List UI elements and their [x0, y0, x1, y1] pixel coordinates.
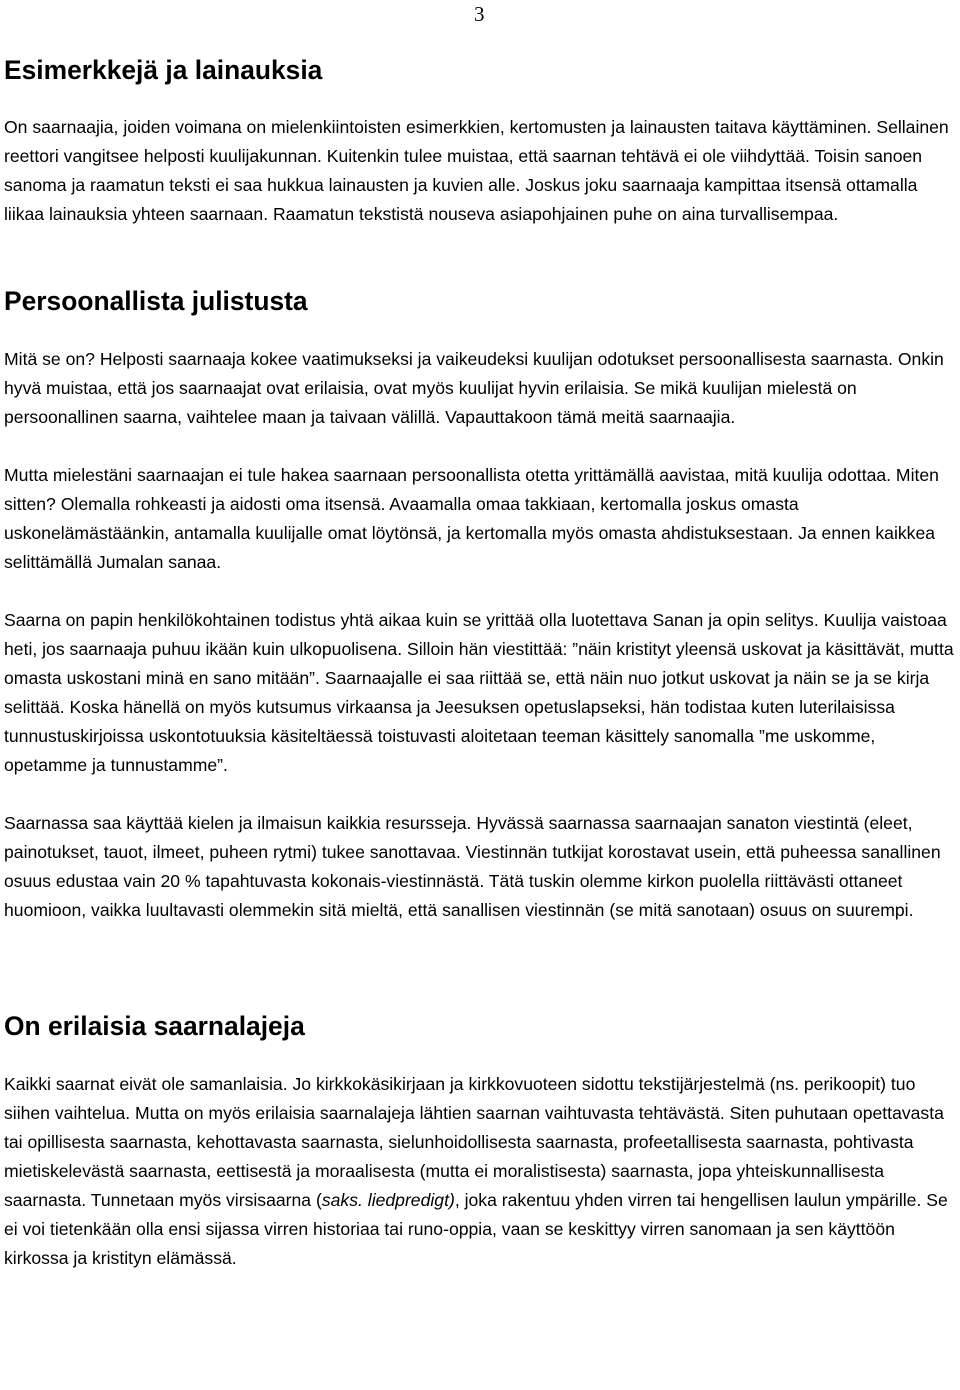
paragraph: On saarnaajia, joiden voimana on mielenkiintoisten esimerkkien, kertomusten ja lainausten taitava käyttäminen. Sellainen reettori vangitsee helposti kuulijakunnan. Kuitenkin tulee muistaa, että saarnan tehtävä ei ole viihdyttää. Toisin sanoen sanoma ja raamatun teksti ei saa hukkua lainausten ja kuvien alle. Joskus joku saarnaaja kampittaa itsensä ottamalla liikaa lainauksia yhteen saarnaan. Raamatun tekstistä nouseva asiapohjainen puhe on aina turvallisempaa.: [4, 117, 949, 224]
paragraph: Saarna on papin henkilökohtainen todistus yhtä aikaa kuin se yrittää olla luotettava Sanan ja opin selitys. Kuulija vaistoaa heti, jos saarnaaja puhuu ikään kuin ulkopuolisena. Silloin hän viestittää: ”näin kristityt yleensä uskovat ja käsittävät, mutta omasta uskostani minä en sano mitään”. Saarnaajalle ei saa riittää se, että näin nuo jotkut uskovat ja näin se ja se kirja selittää. Koska hänellä on myös kutsumus virkaansa ja Jeesuksen opetuslapseksi, hän todistaa kuten luterilaisissa tunnustuskirjoissa uskontotuuksia käsiteltäessä toistuvasti aloitetaan teeman käsittely sanomalla ”me uskomme, opetamme ja tunnustamme”.: [4, 610, 954, 775]
paragraph: Saarnassa saa käyttää kielen ja ilmaisun kaikkia resursseja. Hyvässä saarnassa saarnaajan sanaton viestintä (eleet, painotukset, tauot, ilmeet, puheen rytmi) tukee sanottavaa. Viestinnän tutkijat korostavat usein, että puheessa sanallinen osuus edustaa vain 20 % tapahtuvasta kokonais-viestinnästä. Tätä tuskin olemme kirkon puolella riittävästi ottaneet huomioon, vaikka luultavasti olemmekin sitä mieltä, että sanallisen viestinnän (se mitä sanotaan) osuus on suurempi.: [4, 813, 941, 920]
paragraph: Mitä se on? Helposti saarnaaja kokee vaatimukseksi ja vaikeudeksi kuulijan odotukset persoonallisesta saarnasta. Onkin hyvä muistaa, että jos saarnaajat ovat erilaisia, ovat myös kuulijat hyvin erilaisia. Se mikä kuulijan mielestä on persoonallinen saarna, vaihtelee maan ja taivaan välillä. Vapauttakoon tämä meitä saarnaajia.: [4, 349, 944, 427]
paragraph: [4, 1070, 958, 1273]
document-body: [4, 56, 958, 1273]
page-number: 3: [474, 2, 485, 26]
paragraph-text: , joka rakentuu yhden virren tai hengellisen laulun ympärille. Se ei voi tietenkään olla ensi sijassa virren historiaa tai runo-oppia, vaan se keskittyy virren sanomaan ja sen käyttöön kirkossa ja kristityn elämässä.: [4, 1190, 948, 1268]
italic-term: saks. liedpredigt): [321, 1190, 455, 1210]
section-heading-examples: Esimerkkejä ja lainauksia: [4, 55, 323, 85]
section-heading-sermon-types: On erilaisia saarnalajeja: [4, 1011, 305, 1041]
section-heading-personal-preaching: Persoonallista julistusta: [4, 286, 308, 316]
paragraph: Mutta mielestäni saarnaajan ei tule hakea saarnaan persoonallista otetta yrittämällä aavistaa, mitä kuulija odottaa. Miten sitten? Olemalla rohkeasti ja aidosti oma itsensä. Avaamalla omaa takkiaan, kertomalla joskus omasta uskonelämästäänkin, antamalla kuulijalle omat löytönsä, ja kertomalla myös omasta ahdistuksestaan. Ja ennen kaikkea selittämällä Jumalan sanaa.: [4, 465, 939, 572]
paragraph-text: Kaikki saarnat eivät ole samanlaisia. Jo kirkkokäsikirjaan ja kirkkovuoteen sidottu tekstijärjestelmä (ns. perikoopit) tuo siihen vaihtelua. Mutta on myös erilaisia saarnalajeja lähtien saarnan vaihtuvasta tehtävästä. Siten puhutaan opettavasta tai opillisesta saarnasta, kehottavasta saarnasta, sielunhoidollisesta saarnasta, profeetallisesta saarnasta, pohtivasta mietiskelevästä saarnasta, eettisestä ja moraalisesta (mutta ei moralistisesta) saarnasta, jopa yhteiskunnallisesta saarnasta. Tunnetaan myös virsisaarna (: [4, 1074, 944, 1210]
